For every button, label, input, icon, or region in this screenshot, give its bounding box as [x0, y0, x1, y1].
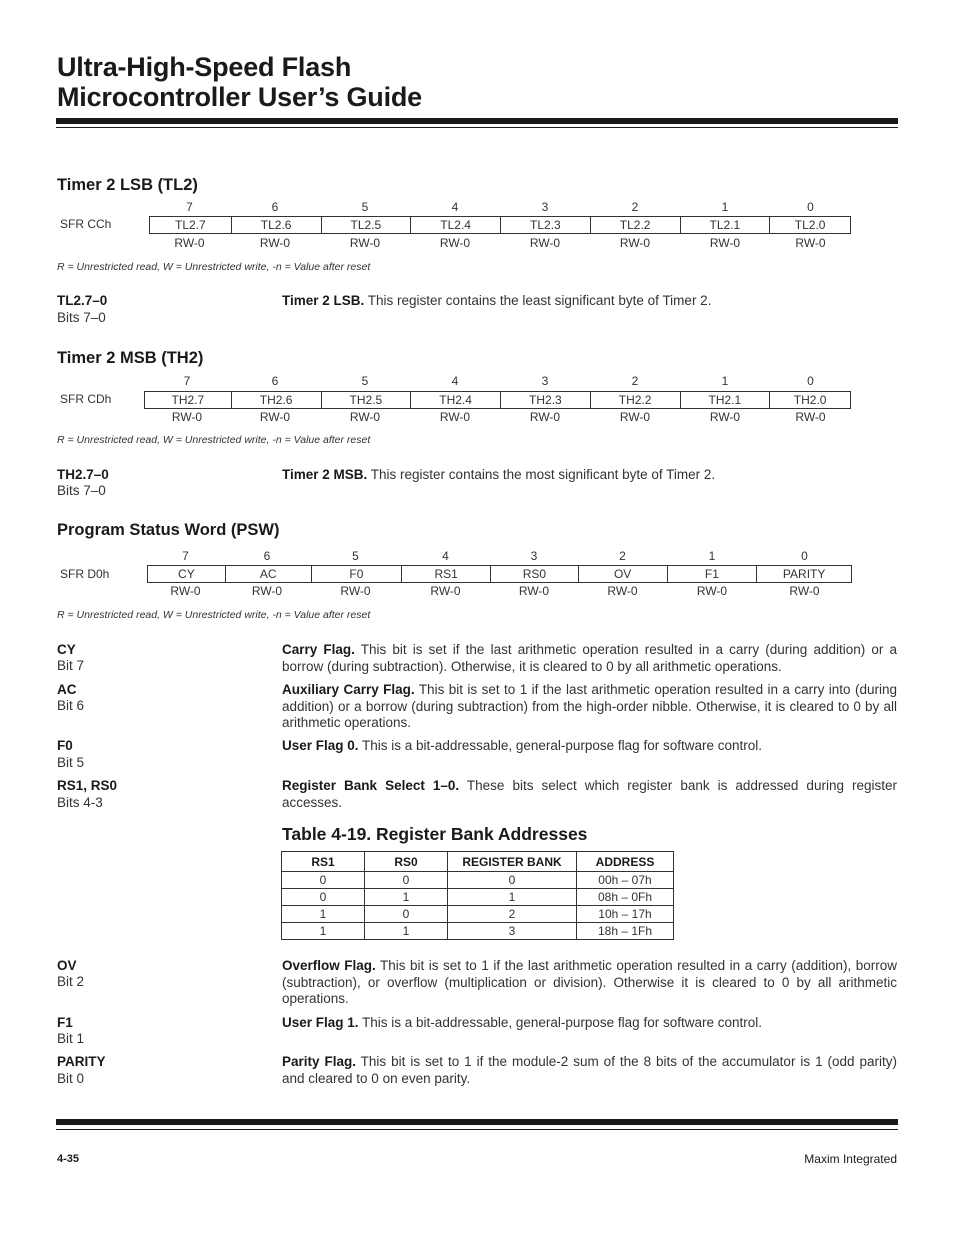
field-text: This register contains the least significant byte of Timer 2. [364, 293, 712, 308]
register-bit-cell: F1 [667, 566, 757, 582]
register-bit-cell: F0 [311, 566, 402, 582]
field-title: User Flag 0. [282, 738, 359, 753]
register-bit-cell: TH2.2 [590, 392, 680, 408]
table-row [282, 872, 674, 889]
access-value: RW-0 [518, 584, 550, 598]
access-value: RW-0 [795, 236, 826, 250]
header-rule-thin [56, 127, 898, 128]
register-bit-cell: TH2.0 [769, 392, 850, 408]
bit-number: 6 [271, 200, 279, 214]
register-diagram-psw [147, 565, 852, 583]
field-description [282, 1015, 897, 1032]
bit-number: 4 [451, 200, 459, 214]
table-cell: 1 [448, 889, 577, 906]
register-bit-cell: RS1 [401, 566, 490, 582]
footer-rule-thin [56, 1129, 898, 1130]
table-cell: 00h – 07h [577, 872, 674, 889]
footer-rule-thick [56, 1119, 898, 1125]
bit-number: 0 [807, 374, 814, 388]
register-bit-cell: OV [578, 566, 667, 582]
access-value: RW-0 [251, 584, 283, 598]
register-bit-cell: TH2.5 [321, 392, 411, 408]
register-bit-cell: TH2.1 [680, 392, 770, 408]
page-number: 4-35 [57, 1153, 80, 1165]
field-name: F1 [57, 1015, 73, 1030]
access-value: RW-0 [174, 236, 205, 250]
access-value: RW-0 [259, 410, 291, 424]
field-title: User Flag 1. [282, 1015, 359, 1030]
column-header: ADDRESS [577, 852, 674, 872]
register-bit-cell: TL2.6 [231, 217, 321, 233]
field-description [282, 778, 897, 811]
bit-number: 1 [721, 200, 729, 214]
table-cell: 08h – 0Fh [577, 889, 674, 906]
bit-number: 3 [541, 200, 549, 214]
table-cell: 0 [282, 889, 365, 906]
field-name: AC [57, 682, 77, 697]
register-bank-table [281, 851, 674, 940]
bit-number: 5 [352, 549, 359, 563]
field-text: These bits select which register bank is addressed during register accesses. [282, 778, 897, 810]
bit-number: 4 [442, 549, 449, 563]
register-bit-cell: PARITY [756, 566, 851, 582]
section-heading-psw: Program Status Word (PSW) [57, 521, 280, 539]
table-cell: 10h – 17h [577, 906, 674, 923]
register-bit-cell: TH2.7 [171, 393, 205, 407]
access-value: RW-0 [619, 236, 651, 250]
table-row [282, 923, 674, 940]
field-title: Timer 2 LSB. [282, 293, 365, 308]
field-text: This bit is set to 1 if the module-2 sum of the 8 bits of the accumulator is 1 (odd parity) and cleared to 0 on even parity. [282, 1054, 897, 1086]
field-bits: Bit 7 [57, 658, 85, 673]
bit-number: 4 [451, 374, 459, 388]
title-line-1: Ultra-High-Speed Flash [57, 52, 352, 82]
field-name: CY [57, 642, 76, 657]
access-value: RW-0 [709, 236, 741, 250]
field-description [282, 738, 897, 755]
legend-note: R = Unrestricted read, W = Unrestricted write, -n = Value after reset [57, 261, 371, 273]
access-value: RW-0 [349, 410, 381, 424]
bit-number: 1 [721, 374, 729, 388]
bit-number: 6 [271, 374, 279, 388]
register-bit-cell: TH2.6 [231, 392, 321, 408]
bit-number: 2 [631, 200, 639, 214]
register-bit-cell: RS0 [490, 566, 578, 582]
register-bit-cell: TL2.7 [175, 218, 206, 232]
table-cell: 1 [282, 923, 365, 940]
company-name: Maxim Integrated [804, 1152, 897, 1166]
access-value: RW-0 [619, 410, 651, 424]
field-description [282, 1054, 897, 1087]
table-header-row [282, 852, 674, 872]
register-bit-cell: TL2.2 [590, 217, 680, 233]
page-title [57, 52, 422, 112]
field-description [282, 642, 897, 675]
field-description [282, 682, 897, 732]
access-value: RW-0 [696, 584, 728, 598]
field-text: This register contains the most significant byte of Timer 2. [367, 467, 716, 482]
sfr-address: SFR CDh [60, 392, 112, 406]
register-diagram-tl2 [149, 216, 851, 234]
header-rule-thick [56, 118, 898, 124]
bit-number: 5 [361, 374, 369, 388]
sfr-address: SFR D0h [60, 567, 110, 581]
bit-number: 0 [801, 549, 808, 563]
legend-note: R = Unrestricted read, W = Unrestricted write, -n = Value after reset [57, 609, 371, 621]
access-value: RW-0 [795, 410, 826, 424]
column-header: REGISTER BANK [448, 852, 577, 872]
legend-note: R = Unrestricted read, W = Unrestricted write, -n = Value after reset [57, 434, 371, 446]
access-value: RW-0 [171, 410, 203, 424]
bit-number: 2 [631, 374, 639, 388]
access-value: RW-0 [789, 584, 820, 598]
bit-number-row [149, 200, 851, 214]
table-cell: 0 [448, 872, 577, 889]
register-bit-cell: AC [225, 566, 311, 582]
field-bits: Bits 7–0 [57, 483, 106, 498]
field-bits: Bits 7–0 [57, 310, 106, 325]
bit-number: 7 [182, 549, 189, 563]
table-caption: Table 4-19. Register Bank Addresses [282, 824, 588, 844]
register-bit-cell: CY [178, 567, 195, 581]
bit-number: 0 [807, 200, 814, 214]
field-title: Register Bank Select 1–0. [282, 778, 460, 793]
field-title: Parity Flag. [282, 1054, 356, 1069]
table-cell: 0 [282, 872, 365, 889]
field-name: F0 [57, 738, 73, 753]
bit-number-row [147, 549, 852, 563]
access-value: RW-0 [340, 584, 371, 598]
field-name: RS1, RS0 [57, 778, 118, 793]
access-row [144, 410, 851, 424]
column-header: RS0 [365, 852, 448, 872]
field-title: Overflow Flag. [282, 958, 376, 973]
field-description [282, 293, 897, 310]
bit-number: 3 [541, 374, 549, 388]
field-name: OV [57, 958, 77, 973]
access-value: RW-0 [607, 584, 638, 598]
access-value: RW-0 [430, 584, 461, 598]
access-value: RW-0 [709, 410, 741, 424]
title-line-2: Microcontroller User’s Guide [57, 82, 422, 112]
table-row [282, 906, 674, 923]
bit-number: 7 [183, 374, 191, 388]
access-row [147, 584, 852, 598]
table-cell: 1 [365, 889, 448, 906]
table-cell: 1 [282, 906, 365, 923]
section-heading-th2: Timer 2 MSB (TH2) [57, 349, 204, 367]
field-name: TL2.7–0 [57, 293, 108, 308]
field-text: This bit is set if the last arithmetic operation resulted in a carry (during addition) or a borrow (during subtraction). Otherwise, it is cleared to 0 by all arithmetic operations. [282, 642, 897, 674]
field-text: This bit is set to 1 if the last arithmetic operation resulted in a carry (addition), borrow (subtraction), or overflow (multiplication or division). Otherwise it is cleared to 0 by all arithmetic operations. [282, 958, 897, 1007]
field-description [282, 467, 897, 484]
access-row [149, 236, 851, 250]
access-value: RW-0 [259, 236, 291, 250]
field-name: TH2.7–0 [57, 467, 109, 482]
field-title: Carry Flag. [282, 642, 355, 657]
access-value: RW-0 [439, 410, 471, 424]
field-bits: Bit 2 [57, 974, 85, 989]
bit-number: 6 [263, 549, 271, 563]
bit-number: 1 [708, 549, 716, 563]
register-bit-cell: TL2.3 [500, 217, 590, 233]
sfr-address: SFR CCh [60, 217, 112, 231]
access-value: RW-0 [529, 410, 561, 424]
table-cell: 18h – 1Fh [577, 923, 674, 940]
bit-number-row [144, 374, 851, 388]
field-title: Timer 2 MSB. [282, 467, 368, 482]
field-bits: Bit 1 [57, 1031, 85, 1046]
table-cell: 1 [365, 923, 448, 940]
bit-number: 2 [619, 549, 626, 563]
field-text: This bit is set to 1 if the last arithmetic operation resulted in a carry into (during addition) or a borrow (during subtraction) from the high-order nibble. Otherwise, it is cleared to 0 by all arithmetic operations. [282, 682, 897, 731]
register-diagram-th2 [144, 391, 851, 409]
column-header: RS1 [282, 852, 365, 872]
table-cell: 2 [448, 906, 577, 923]
field-bits: Bit 5 [57, 755, 85, 770]
field-name: PARITY [57, 1054, 106, 1069]
field-bits: Bit 6 [57, 698, 85, 713]
bit-number: 3 [530, 549, 538, 563]
register-bit-cell: TH2.4 [410, 392, 500, 408]
table-cell: 0 [365, 906, 448, 923]
table-row [282, 889, 674, 906]
register-bit-cell: TH2.3 [500, 392, 590, 408]
register-bit-cell: TL2.5 [321, 217, 411, 233]
field-text: This is a bit-addressable, general-purpose flag for software control. [358, 1015, 762, 1030]
access-value: RW-0 [439, 236, 471, 250]
bit-number: 5 [361, 200, 369, 214]
register-bit-cell: TL2.4 [410, 217, 500, 233]
field-title: Auxiliary Carry Flag. [282, 682, 415, 697]
access-value: RW-0 [349, 236, 381, 250]
table-cell: 0 [365, 872, 448, 889]
field-bits: Bits 4-3 [57, 795, 103, 810]
register-bit-cell: TL2.1 [680, 217, 770, 233]
section-heading-tl2: Timer 2 LSB (TL2) [57, 176, 198, 194]
table-cell: 3 [448, 923, 577, 940]
bit-number: 7 [186, 200, 193, 214]
access-value: RW-0 [529, 236, 561, 250]
register-bit-cell: TL2.0 [769, 217, 850, 233]
field-description [282, 958, 897, 1008]
field-text: This is a bit-addressable, general-purpose flag for software control. [358, 738, 762, 753]
access-value: RW-0 [170, 584, 201, 598]
field-bits: Bit 0 [57, 1071, 85, 1086]
